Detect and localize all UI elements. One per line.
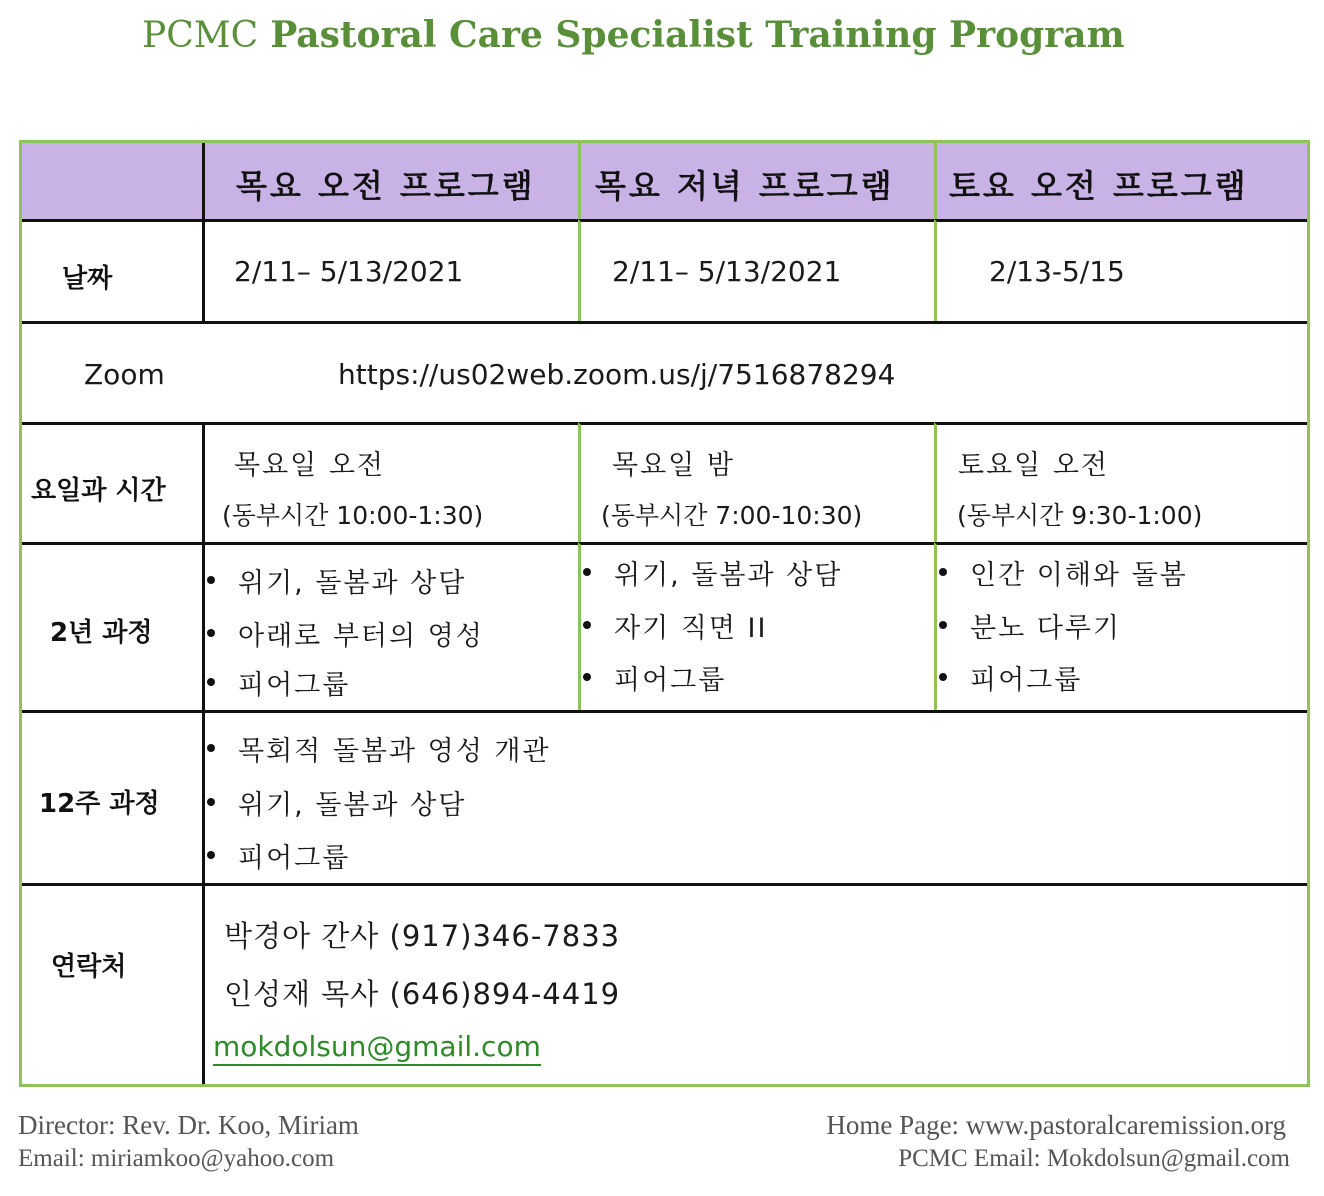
two-year-thu-am-cell: 위기, 돌봄과 상담 아래로 부터의 영성 피어그룹 xyxy=(202,542,578,710)
header-corner-cell xyxy=(22,143,202,219)
twelve-week-label-cell xyxy=(22,710,202,883)
schedule-sat-am-day: 토요일 오전 xyxy=(958,450,1109,481)
schedule-thu-pm-day: 목요일 밤 xyxy=(612,450,735,481)
two-year-label: 2년 과정 xyxy=(50,618,153,648)
bullet-icon xyxy=(583,621,591,629)
header-sat-am xyxy=(934,143,1307,219)
schedule-thu-pm-cell xyxy=(578,422,934,542)
dates-label: 날짜 xyxy=(62,264,113,294)
contact-email-link[interactable]: mokdolsun@gmail.com xyxy=(213,1030,541,1066)
dates-sat-am-cell xyxy=(934,219,1307,321)
footer-email[interactable]: Email: miriamkoo@yahoo.com xyxy=(18,1145,335,1172)
header-thu-pm xyxy=(578,143,934,219)
header-thu-pm-label: 목요 저녁 프로그램 xyxy=(595,167,895,205)
contact-label-cell xyxy=(22,883,202,1084)
footer-homepage[interactable]: Home Page: www.pastoralcaremission.org xyxy=(826,1110,1286,1140)
header-thu-am-label: 목요 오전 프로그램 xyxy=(236,167,536,205)
title-main: Pastoral Care Specialist Training Program xyxy=(270,14,1125,56)
schedule-label: 요일과 시간 xyxy=(31,476,166,506)
dates-thu-am-cell xyxy=(202,219,578,321)
bullet-icon xyxy=(207,851,215,859)
bullet-icon xyxy=(207,576,215,584)
two-year-label-cell xyxy=(22,542,202,710)
schedule-label-cell xyxy=(22,422,202,542)
zoom-link[interactable]: https://us02web.zoom.us/j/7516878294 xyxy=(338,358,896,391)
dates-thu-am: 2/11– 5/13/2021 xyxy=(234,255,464,288)
schedule-thu-pm-time: (동부시간 7:00-10:30) xyxy=(601,501,863,530)
dates-thu-pm: 2/11– 5/13/2021 xyxy=(612,255,842,288)
bullet-icon xyxy=(583,568,591,576)
zoom-row xyxy=(22,321,1307,422)
page-title xyxy=(142,14,1125,56)
contact-label: 연락처 xyxy=(51,952,127,982)
dates-label-cell xyxy=(22,219,202,321)
bullet-icon xyxy=(207,798,215,806)
zoom-label: Zoom xyxy=(84,358,165,391)
twelve-week-label: 12주 과정 xyxy=(39,789,160,819)
footer-director: Director: Rev. Dr. Koo, Miriam xyxy=(18,1110,359,1140)
schedule-sat-am-cell xyxy=(934,422,1307,542)
title-prefix: PCMC xyxy=(142,15,259,56)
schedule-thu-am-cell xyxy=(202,422,578,542)
bullet-icon xyxy=(939,673,947,681)
schedule-thu-am-time: (동부시간 10:00-1:30) xyxy=(222,501,484,530)
bullet-icon xyxy=(207,744,215,752)
bullet-icon xyxy=(207,678,215,686)
contact-cell xyxy=(202,883,1307,1084)
bullet-icon xyxy=(583,673,591,681)
dates-sat-am: 2/13-5/15 xyxy=(989,255,1125,288)
bullet-icon xyxy=(939,568,947,576)
two-year-sat-am-cell: 인간 이해와 돌봄 분노 다루기 피어그룹 xyxy=(934,542,1307,710)
bullet-icon xyxy=(939,621,947,629)
schedule-thu-am-day: 목요일 오전 xyxy=(234,450,385,481)
schedule-sat-am-time: (동부시간 9:30-1:00) xyxy=(957,501,1203,530)
footer-pcmc-email[interactable]: PCMC Email: Mokdolsun@gmail.com xyxy=(898,1145,1290,1172)
header-sat-am-label: 토요 오전 프로그램 xyxy=(949,167,1249,205)
contact-line-2: 인성재 목사 (646)894-4419 xyxy=(224,977,621,1011)
bullet-icon xyxy=(207,629,215,637)
program-table xyxy=(19,140,1310,1087)
dates-thu-pm-cell xyxy=(578,219,934,321)
two-year-thu-pm-cell: 위기, 돌봄과 상담 자기 직면 II 피어그룹 xyxy=(578,542,934,710)
header-thu-am xyxy=(202,143,578,219)
twelve-week-cell: 목회적 돌봄과 영성 개관 위기, 돌봄과 상담 피어그룹 xyxy=(202,710,1307,883)
contact-line-1: 박경아 간사 (917)346-7833 xyxy=(224,919,621,953)
